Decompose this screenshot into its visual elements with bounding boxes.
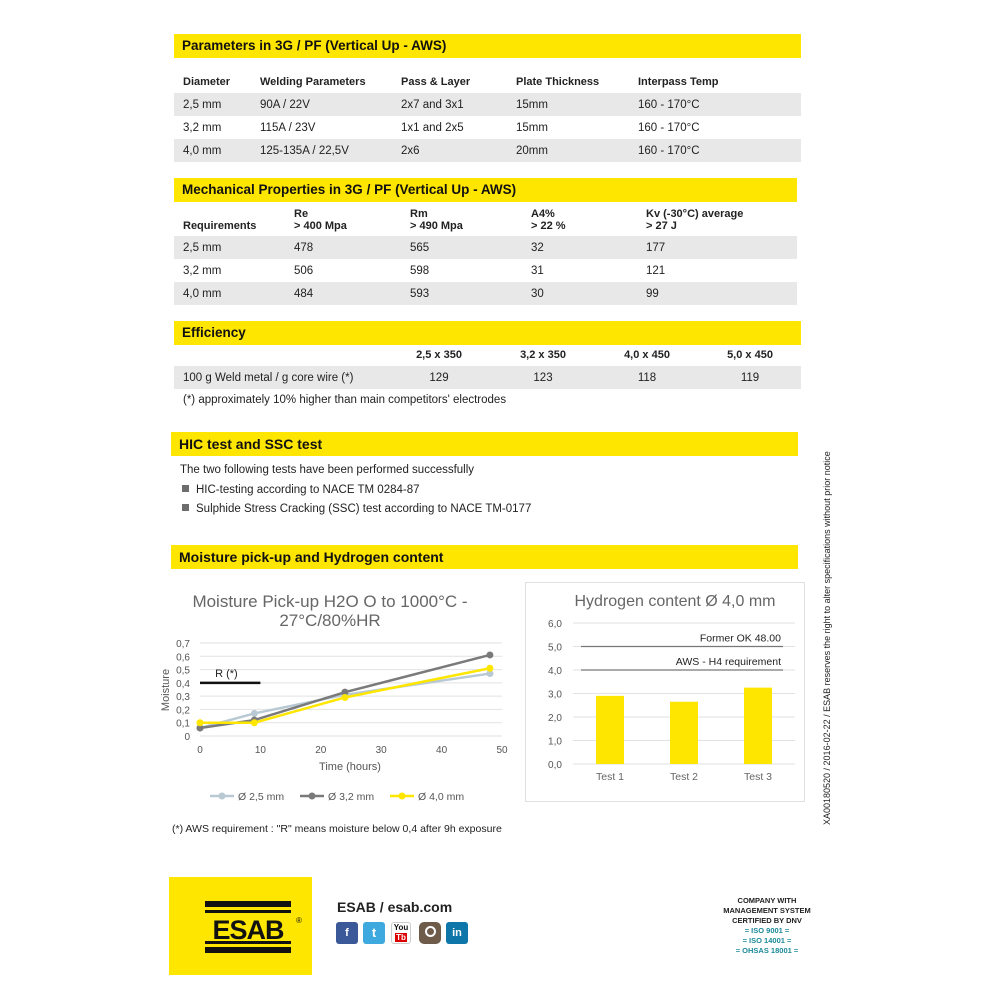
data-point xyxy=(341,694,348,701)
instagram-icon[interactable] xyxy=(419,922,441,944)
table-row xyxy=(174,366,801,389)
y-tick-label: 0,1 xyxy=(176,718,190,730)
y-tick-label: 0,4 xyxy=(176,678,190,690)
table-cell: 160 - 170°C xyxy=(629,139,801,162)
x-tick-label: 50 xyxy=(496,745,508,756)
col-header: 2,5 x 350 xyxy=(416,348,462,361)
x-axis-label: Time (hours) xyxy=(319,761,381,773)
x-tick-label: 0 xyxy=(197,745,203,756)
x-tick-label: Test 1 xyxy=(595,771,625,783)
y-tick-label: 1,0 xyxy=(548,736,562,748)
params-table xyxy=(174,70,801,162)
legend-label: Ø 4,0 mm xyxy=(418,791,465,803)
side-note: XA00180520 / 2016-02-22 / ESAB reserves the right to alter specifications without prior notice xyxy=(822,451,832,825)
moisture-footnote: (*) AWS requirement : "R" means moisture below 0,4 after 9h exposure xyxy=(172,823,502,835)
mech-section-title: Mechanical Properties in 3G / PF (Vertical Up - AWS) xyxy=(174,178,797,202)
data-point xyxy=(486,665,493,672)
chart-title: Hydrogen content Ø 4,0 mm xyxy=(574,593,776,610)
params-section-title: Parameters in 3G / PF (Vertical Up - AWS) xyxy=(174,34,801,58)
x-tick-label: 10 xyxy=(254,745,266,756)
data-point xyxy=(251,719,258,726)
col-header: 5,0 x 450 xyxy=(727,348,773,361)
table-cell: 1x1 and 2x5 xyxy=(401,121,464,134)
table-row xyxy=(174,259,797,282)
hydrogen-chart xyxy=(525,582,805,802)
table-cell: 565 xyxy=(401,236,522,259)
table-cell: 90A / 22V xyxy=(251,93,392,116)
col-header: A4% > 22 % xyxy=(531,208,566,232)
table-cell: 20mm xyxy=(507,139,629,162)
twitter-icon[interactable]: t xyxy=(363,922,385,944)
table-row xyxy=(174,116,801,139)
table-cell: 4,0 mm xyxy=(174,282,285,305)
esab-logo xyxy=(169,877,312,975)
data-point xyxy=(197,719,204,726)
y-axis-label: Moisture xyxy=(160,668,172,712)
table-cell: 2x7 and 3x1 xyxy=(392,93,507,116)
reference-label: Former OK 48.00 xyxy=(699,632,781,645)
table-cell: 478 xyxy=(285,236,401,259)
certification-block: COMPANY WITH MANAGEMENT SYSTEM CERTIFIED BY DNV = ISO 9001 = = ISO 14001 = = OHSAS 18001 = xyxy=(723,896,811,955)
table-cell: 119 xyxy=(699,366,801,389)
table-row xyxy=(174,236,797,259)
svg-text:ESAB: ESAB xyxy=(212,915,284,945)
efficiency-note: (*) approximately 10% higher than main competitors' electrodes xyxy=(183,394,507,406)
bar xyxy=(744,688,772,764)
list-item: Sulphide Stress Cracking (SSC) test according to NACE TM-0177 xyxy=(182,503,531,515)
legend-marker xyxy=(219,793,226,800)
x-tick-label: Test 3 xyxy=(743,771,773,783)
col-header: Rm > 490 Mpa xyxy=(410,208,463,232)
table-cell: 177 xyxy=(637,236,797,259)
bullet-icon xyxy=(182,485,189,492)
y-tick-label: 3,0 xyxy=(548,689,562,701)
moisture-chart xyxy=(155,582,508,812)
table-header-row xyxy=(174,204,797,236)
hic-section-title: HIC test and SSC test xyxy=(171,432,798,456)
table-cell: 2x6 xyxy=(392,139,507,162)
legend-marker xyxy=(309,793,316,800)
table-row xyxy=(174,139,801,162)
table-cell: 123 xyxy=(491,366,595,389)
legend-label: Ø 2,5 mm xyxy=(238,791,285,803)
legend-marker xyxy=(399,793,406,800)
bar xyxy=(670,702,698,764)
chart-title: Moisture Pick-up H2O O to 1000°C - xyxy=(192,592,468,611)
table-cell: 121 xyxy=(646,264,666,277)
col-header: Diameter xyxy=(183,75,231,88)
svg-text:®: ® xyxy=(296,916,302,925)
bar xyxy=(596,696,624,764)
y-tick-label: 4,0 xyxy=(548,666,562,677)
hic-intro: The two following tests have been performed successfully xyxy=(180,464,475,476)
table-header-row xyxy=(174,70,801,93)
col-header: 3,2 x 350 xyxy=(520,348,566,361)
table-cell: 31 xyxy=(531,264,544,277)
y-tick-label: 0,0 xyxy=(548,760,562,771)
col-header: Re > 400 Mpa xyxy=(294,208,347,232)
table-cell: 3,2 mm xyxy=(183,264,222,277)
y-tick-label: 6,0 xyxy=(548,619,562,630)
table-header-row xyxy=(174,343,801,366)
table-cell: 3,2 mm xyxy=(183,121,222,134)
table-row xyxy=(174,93,801,116)
table-cell: 160 - 170°C xyxy=(638,121,700,134)
x-tick-label: Test 2 xyxy=(669,771,699,783)
table-cell: 4,0 mm xyxy=(174,139,251,162)
col-header: Requirements xyxy=(183,220,257,232)
col-header: Welding Parameters xyxy=(260,75,366,88)
y-tick-label: 5,0 xyxy=(548,642,562,654)
y-tick-label: 0,3 xyxy=(176,692,190,704)
y-tick-label: 0 xyxy=(184,732,190,743)
col-header: 4,0 x 450 xyxy=(624,348,670,361)
legend-label: Ø 3,2 mm xyxy=(328,791,375,803)
efficiency-table xyxy=(174,343,801,389)
moisture-section-title: Moisture pick-up and Hydrogen content xyxy=(171,545,798,569)
table-cell: 2,5 mm xyxy=(174,93,251,116)
x-tick-label: 20 xyxy=(315,745,327,756)
reference-label: AWS - H4 requirement xyxy=(675,656,781,668)
table-row xyxy=(174,282,797,305)
table-cell: 118 xyxy=(595,366,699,389)
x-tick-label: 30 xyxy=(375,745,387,756)
mech-table xyxy=(174,204,797,305)
table-cell: 99 xyxy=(637,282,797,305)
y-tick-label: 0,5 xyxy=(176,665,190,677)
brand-link[interactable]: ESAB / esab.com xyxy=(337,899,453,915)
data-point xyxy=(251,710,258,717)
bullet-icon xyxy=(182,504,189,511)
table-cell: 125-135A / 22,5V xyxy=(251,139,392,162)
col-header: Interpass Temp xyxy=(638,75,719,88)
table-cell: 15mm xyxy=(516,121,548,134)
y-tick-label: 0,6 xyxy=(176,652,190,664)
linkedin-icon[interactable]: in xyxy=(446,922,468,944)
youtube-icon[interactable]: You Tb xyxy=(391,922,411,944)
table-cell: 15mm xyxy=(507,93,629,116)
table-cell: 484 xyxy=(285,282,401,305)
col-header: Pass & Layer xyxy=(401,75,471,88)
y-tick-label: 0,7 xyxy=(176,639,190,650)
col-header: Kv (-30°C) average > 27 J xyxy=(646,208,744,232)
list-item: HIC-testing according to NACE TM 0284-87 xyxy=(182,484,420,496)
table-cell: 2,5 mm xyxy=(174,236,285,259)
table-cell: 115A / 23V xyxy=(260,121,316,134)
table-cell: 32 xyxy=(522,236,637,259)
table-cell: 100 g Weld metal / g core wire (*) xyxy=(174,366,387,389)
col-header: Plate Thickness xyxy=(516,75,600,88)
x-tick-label: 40 xyxy=(436,745,448,756)
data-point xyxy=(486,651,493,658)
y-tick-label: 2,0 xyxy=(548,713,562,724)
table-cell: 160 - 170°C xyxy=(629,93,801,116)
chart-title: 27°C/80%HR xyxy=(279,611,381,630)
table-cell: 593 xyxy=(401,282,522,305)
facebook-icon[interactable]: f xyxy=(336,922,358,944)
table-cell: 30 xyxy=(522,282,637,305)
table-cell: 129 xyxy=(387,366,491,389)
efficiency-section-title: Efficiency xyxy=(174,321,801,345)
col-header xyxy=(174,343,387,366)
esab-logo-mark xyxy=(169,877,312,975)
reference-label: R (*) xyxy=(215,667,238,680)
table-cell: 598 xyxy=(410,264,430,277)
table-cell: 506 xyxy=(294,264,314,277)
y-tick-label: 0,2 xyxy=(176,705,190,717)
